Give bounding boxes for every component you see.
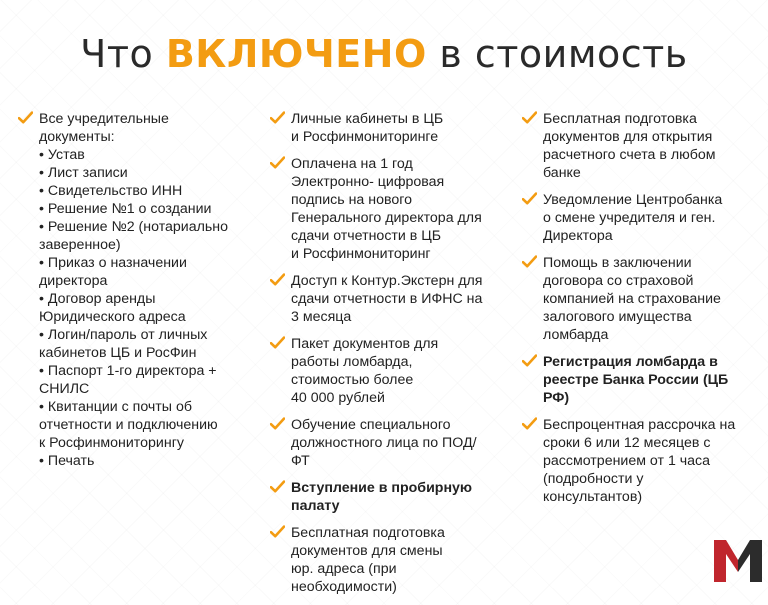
list-item [270,155,510,263]
list-item-text: Регистрация ломбарда в реестре Банка России (ЦБ РФ) [543,354,729,406]
list-item-text: Уведомление Центробанка о смене учредителя и ген. Директора [543,192,723,244]
page-title [0,30,768,78]
list-item [522,254,768,344]
list-item [522,416,768,506]
list-item-text: Личные кабинеты в ЦБ и Росфинмониторинге [291,111,444,145]
list-item [270,524,510,596]
column-2 [270,110,510,605]
checkmark-icon [522,416,543,430]
checkmark-icon [270,479,291,493]
list-item-text: Все учредительные документы: • Устав • Лист записи • Свидетельство ИНН • Решение №1 о создании • Решение №2 (нотариально заверенное) • Приказ о назначении директора • Договор аренды Юридического адреса • Логин/пароль от личных кабинетов ЦБ и РосФин • Паспорт 1-го директора + СНИЛС • Квитанции с почты об отчетности и подключению к Росфинмониторингу • Печать [39,111,229,469]
column-1 [18,110,246,479]
list-item [522,191,768,245]
list-item [522,110,768,182]
list-item-text: Помощь в заключении договора со страховой компанией на страхование залогового имущества ломбарда [543,255,721,343]
list-item-text: Бесплатная подготовка документов для смены юр. адреса (при необходимости) [291,525,445,595]
column-3 [522,110,768,515]
checkmark-icon [522,191,543,205]
checkmark-icon [522,254,543,268]
list-item [18,110,246,470]
checkmark-icon [270,335,291,349]
title-suffix: в стоимость [439,32,688,76]
list-item [270,335,510,407]
checkmark-icon [270,416,291,430]
list-item-text: Вступление в пробирную палату [291,480,473,514]
list-item [270,479,510,515]
title-accent: ВКЛЮЧЕНО [165,32,427,76]
list-item-text: Доступ к Контур.Экстерн для сдачи отчетности в ИФНС на 3 месяца [291,273,483,325]
checkmark-icon [18,110,39,124]
list-item-text: Бесплатная подготовка документов для открытия расчетного счета в любом банке [543,111,716,181]
list-item [270,416,510,470]
logo-left-stroke [714,540,738,582]
checkmark-icon [522,110,543,124]
list-item-text: Оплачена на 1 год Электронно- цифровая подпись на нового Генерального директора для сдачи отчетности в ЦБ и Росфинмониторинг [291,156,482,262]
list-item-text: Пакет документов для работы ломбарда, стоимостью более 40 000 рублей [291,336,439,406]
title-prefix: Что [80,32,154,76]
company-logo [712,538,764,584]
checkmark-icon [522,353,543,367]
list-item [522,353,768,407]
list-item [270,272,510,326]
checkmark-icon [270,110,291,124]
list-item-text: Обучение специального должностного лица по ПОД/ ФТ [291,417,477,469]
logo-right-stroke [738,540,762,582]
checkmark-icon [270,155,291,169]
checkmark-icon [270,524,291,538]
checkmark-icon [270,272,291,286]
list-item-text: Беспроцентная рассрочка на сроки 6 или 12 месяцев с рассмотрением от 1 часа (подробности у консультантов) [543,417,736,505]
list-item [270,110,510,146]
